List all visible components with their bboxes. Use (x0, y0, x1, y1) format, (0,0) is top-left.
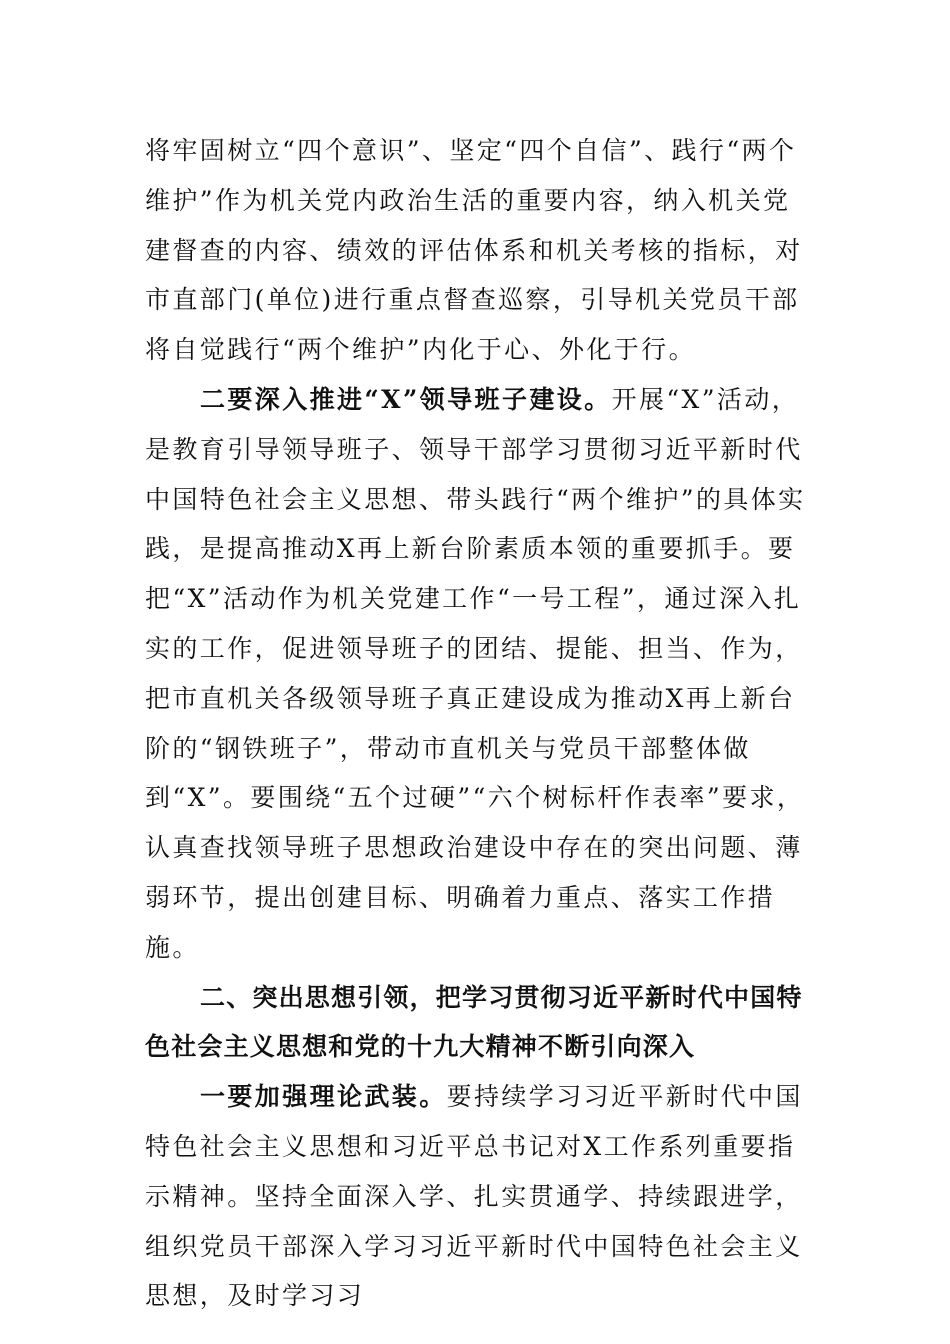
paragraph-text: 要持续学习习近平新时代中国特色社会主义思想和习近平总书记对X工作系列重要指示精神。坚持全面深入学、扎实贯通学、持续跟进学，组织党员干部深入学习习近平新时代中国特色社会主义思想，及时学习习 (145, 1082, 803, 1311)
paragraph-text: 开展“X”活动，是教育引导领导班子、领导干部学习贯彻习近平新时代中国特色社会主义思想、带头践行“两个维护”的具体实践，是提高推动X再上新台阶素质本领的重要抓手。要把“X”活动作为机关党建工作“一号工程”，通过深入扎实的工作，促进领导班子的团结、提能、担当、作为，把市直机关各级领导班子真正建设成为推动X再上新台阶的“钢铁班子”，带动市直机关与党员干部整体做到“X”。要围绕“五个过硬”“六个树标杆作表率”要求，认真查找领导班子思想政治建设中存在的突出问题、薄弱环节，提出创建目标、明确着力重点、落实工作措施。 (145, 384, 806, 962)
document-body (145, 126, 813, 1321)
paragraph-lead-sentence: 一要加强理论武装。 (200, 1082, 447, 1112)
paragraph-text: 将牢固树立“四个意识”、坚定“四个自信”、践行“两个维护”作为机关党内政治生活的重要内容，纳入机关党建督查的内容、绩效的评估体系和机关考核的指标，对市直部门(单位)进行重点督查巡察，引导机关党员干部将自觉践行“两个维护”内化于心、外化于行。 (145, 136, 803, 365)
section-heading: 二、突出思想引领，把学习贯彻习近平新时代中国特色社会主义思想和党的十九大精神不断引向深入 (145, 982, 803, 1062)
paragraph-theory-study (145, 1072, 813, 1321)
paragraph-lead-sentence: 二要深入推进“X”领导班子建设。 (200, 384, 612, 414)
paragraph-leadership-team (145, 375, 813, 973)
paragraph-continuation (145, 126, 813, 375)
